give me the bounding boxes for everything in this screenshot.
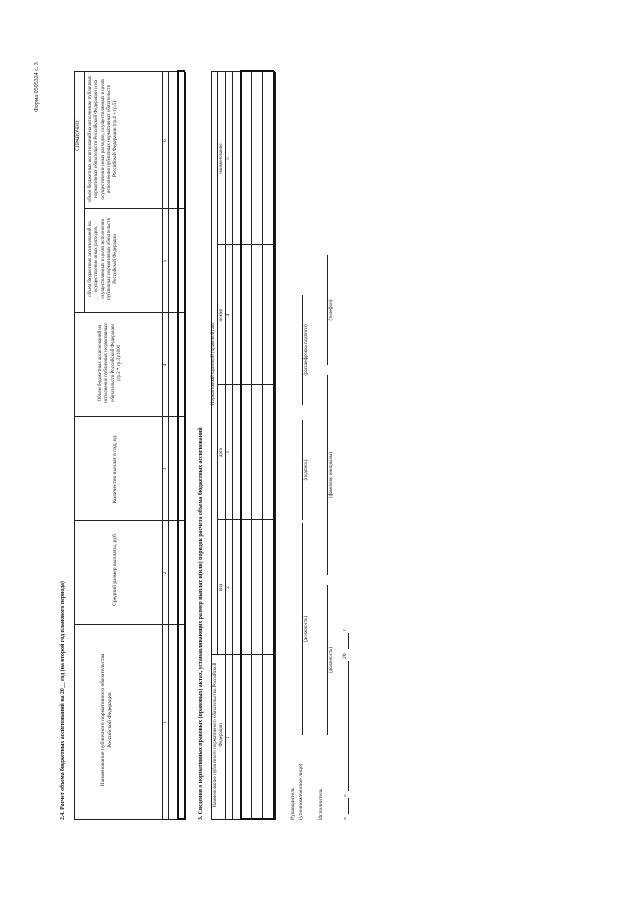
date-year-prefix: 20 [342,653,348,659]
col-num-2: 2 [163,571,168,575]
head-label: Руководитель [290,787,296,820]
head-name-caption: (расшифровка подписи) [304,324,309,376]
s3-num-1: 1 [226,736,231,739]
date-open-quote: « [342,817,348,820]
col-header-obligations-volume: Объем бюджетных ассигнований на исполнение публичных нормативных обязательств Российской Федерации (гр.2 * гр.3)/1000 [98,323,122,403]
date-close-quote: » [342,794,348,797]
head-sub: (уполномоченное лицо) [298,763,304,820]
s3-col-title: наименование [219,143,224,174]
col-header-other-expenses: объем бюджетных ассигнований на осуществление иных расходов, осуществляемых в целях исполнения публичных нормативных обязательств Российской Федерации [88,217,118,301]
s3-col-date: дата [219,447,224,458]
section-3-title: 3. Сведения о нормативных правовых (правовых) актах, устанавливающих размер выплат и(или) порядок расчета объема бюджетных ассигнований [198,427,204,820]
reference-label: СПРАВОЧНО: [76,119,81,151]
executor-position-caption: (должность) [329,646,334,674]
s3-col-number: номер [219,308,224,322]
form-number: Форма 0505324 с. 3 [34,62,40,112]
date-year-suffix: г. [342,627,348,631]
col-num-6: 6 [163,139,168,142]
s3-col-type: вид [219,583,224,592]
col-num-4: 4 [163,363,168,367]
s3-num-2: 2 [226,586,231,589]
section-2-4-title: 2.4. Расчет объема бюджетных ассигнований на 20__ год (на второй год планового периода) [60,581,66,820]
col-header-avg-payment: Средний размер выплаты, руб [112,534,118,606]
col-header-name: Наименование публичного нормативного обязательства Российской Федерации [100,653,113,787]
col-num-5: 5 [163,259,168,263]
executor-phone-caption: (телефон) [329,299,334,321]
col-header-payment-count: Количество выплат в год, ед. [112,434,118,504]
col-num-1: 1 [163,721,168,724]
col-header-total-volume: объем бюджетных ассигнований на исполнение публичных нормативных обязательств Российской Федерации и на осуществление иных расходов, осуществляемых в целях исполнения публичных нормативных обязательств Российской Федерации (гр.4 + гр.5) [88,75,118,203]
head-position-caption: (должность) [304,615,309,643]
s3-group-header: Нормативный правовой (правовой) акт [211,322,216,405]
col-num-3: 3 [163,467,168,471]
s3-num-5: 5 [226,157,231,160]
executor-fio-caption: (фамилия, инициалы) [329,451,334,499]
s3-num-3: 3 [226,451,231,454]
head-signature-caption: (подпись) [304,459,309,481]
s3-col-name-header: Наименование публичного нормативного обязательства Российской Федерации [213,662,225,808]
executor-label: Исполнитель [318,788,324,820]
s3-num-4: 4 [226,313,231,317]
